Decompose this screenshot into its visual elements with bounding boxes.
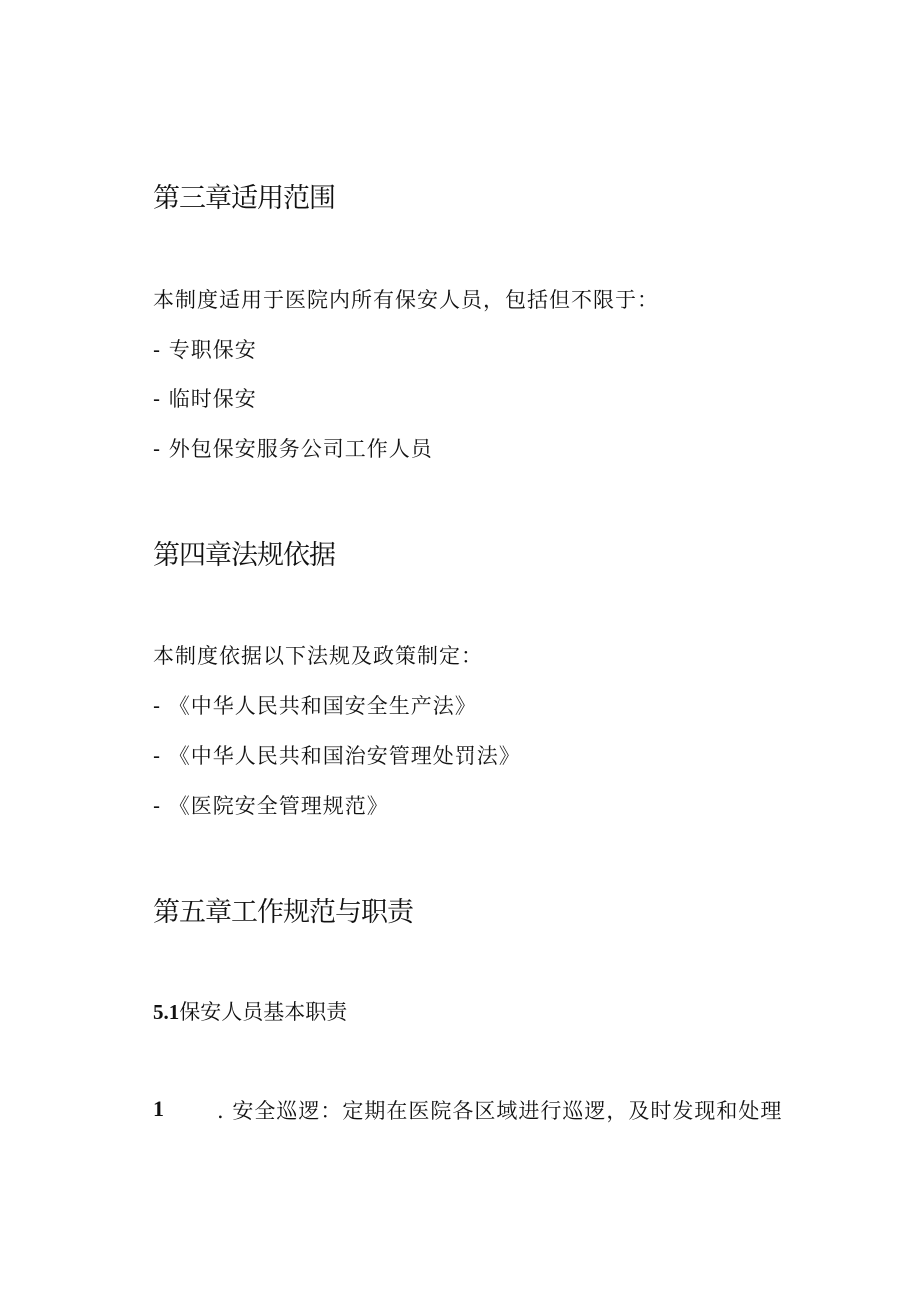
list-item-text: . 安全巡逻：定期在医院各区域进行巡逻，及时发现和处理 [217, 1099, 783, 1123]
chapter-3-intro: 本制度适用于医院内所有保安人员，包括但不限于： [153, 288, 659, 312]
chapter-5-heading: 第五章工作规范与职责 [153, 897, 413, 928]
chapter-3-item-3: - 外包保安服务公司工作人员 [153, 437, 433, 461]
section-number: 5.1 [153, 1000, 180, 1024]
section-title: 保安人员基本职责 [179, 1000, 348, 1024]
chapter-4-item-1: - 《中华人民共和国安全生产法》 [153, 694, 477, 718]
chapter-4-item-2: - 《中华人民共和国治安管理处罚法》 [153, 744, 521, 768]
chapter-3-item-1: - 专职保安 [153, 338, 257, 362]
section-heading [153, 996, 347, 1026]
chapter-4-intro: 本制度依据以下法规及政策制定： [153, 644, 483, 668]
chapter-3-item-2: - 临时保安 [153, 387, 257, 411]
chapter-4-item-3: - 《医院安全管理规范》 [153, 794, 389, 818]
list-item-number: 1 [153, 1096, 164, 1121]
chapter-3-heading: 第三章适用范围 [153, 183, 335, 214]
chapter-4-heading: 第四章法规依据 [153, 540, 335, 571]
